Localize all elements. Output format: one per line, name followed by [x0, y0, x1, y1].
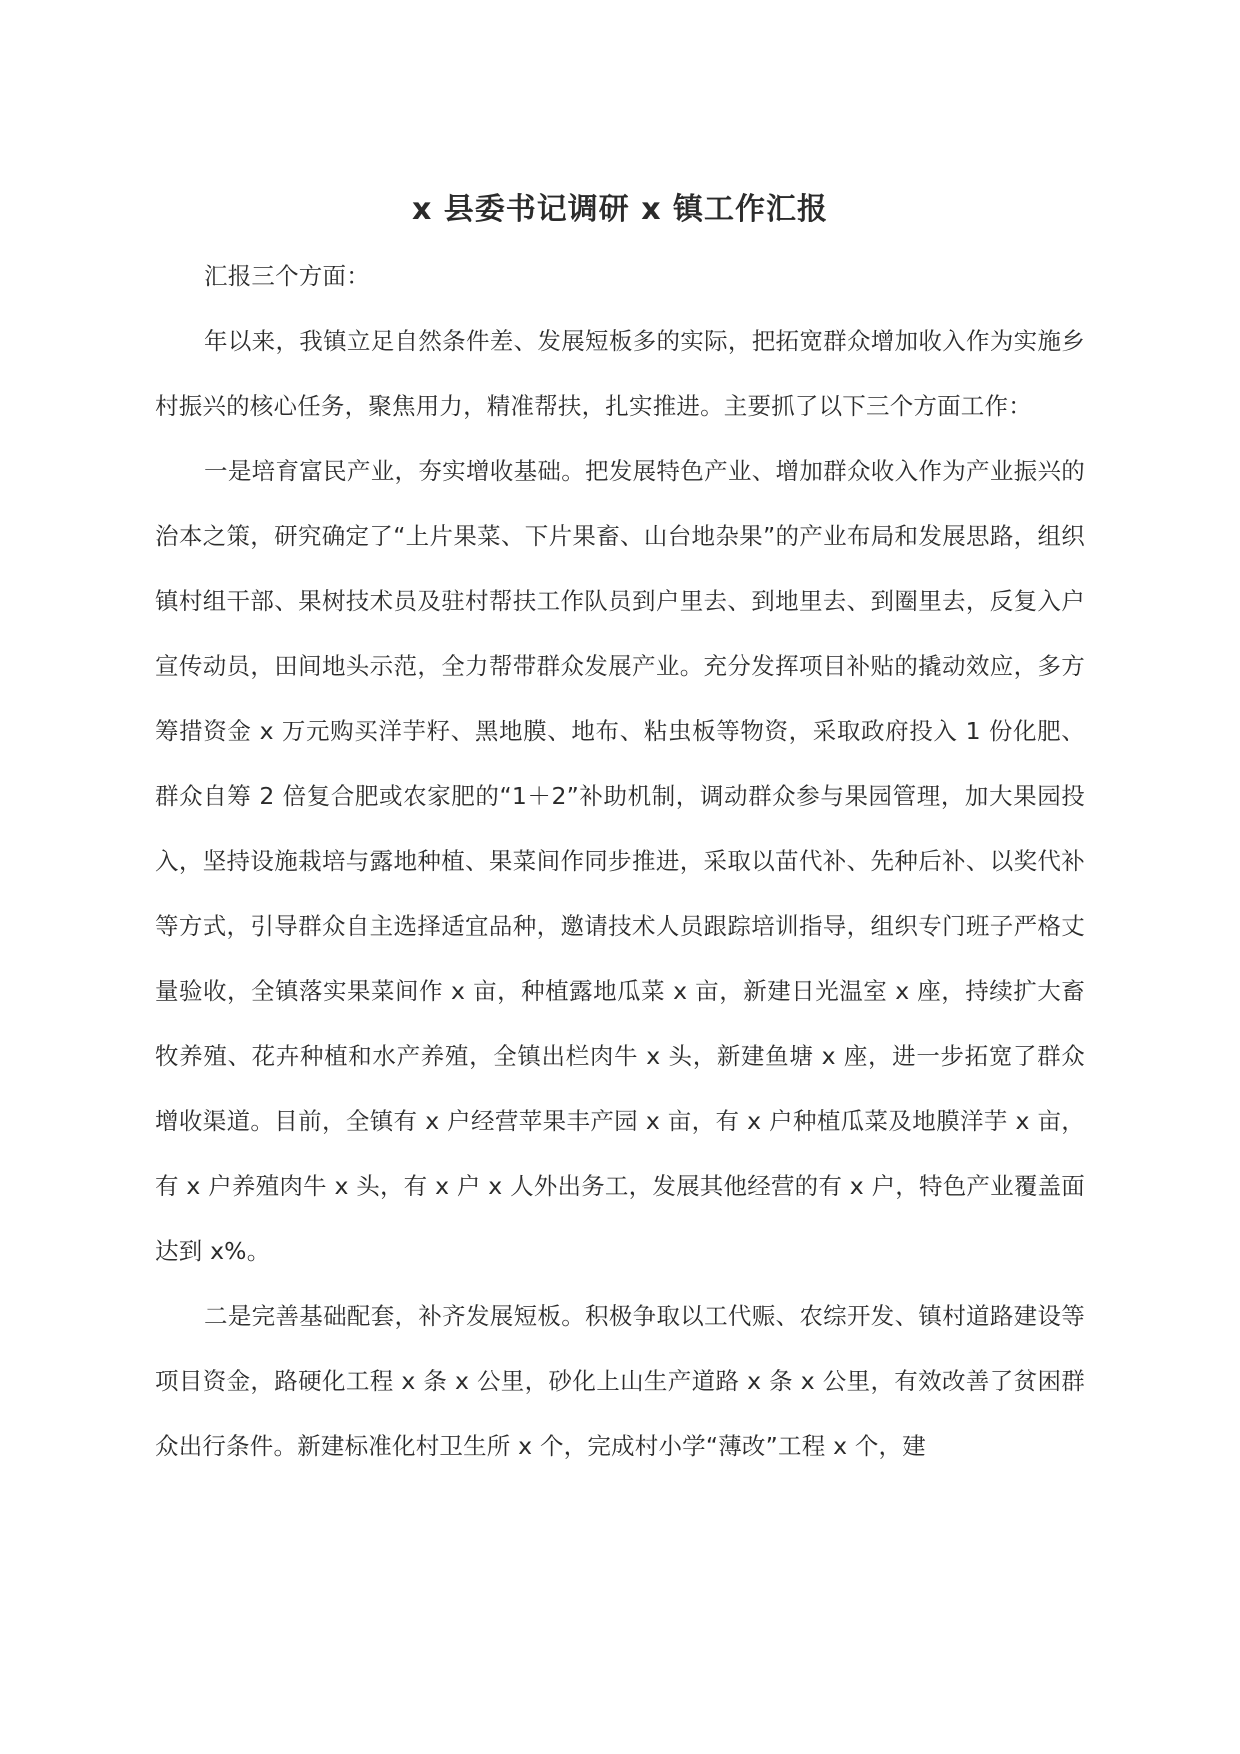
paragraph-infrastructure: 二是完善基础配套，补齐发展短板。积极争取以工代赈、农综开发、镇村道路建设等项目资金，路硬化工程 x 条 x 公里，砂化上山生产道路 x 条 x 公里，有效改善了贫困群众出行条件。新建标准化村卫生所 x 个，完成村小学“薄改”工程 x 个，建	[155, 1302, 1085, 1460]
paragraph-industry: 一是培育富民产业，夯实增收基础。把发展特色产业、增加群众收入作为产业振兴的治本之策，研究确定了“上片果菜、下片果畜、山台地杂果”的产业布局和发展思路，组织镇村组干部、果树技术员及驻村帮扶工作队员到户里去、到地里去、到圈里去，反复入户宣传动员，田间地头示范，全力帮带群众发展产业。充分发挥项目补贴的撬动效应，多方筹措资金 x 万元购买洋芋籽、黑地膜、地布、粘虫板等物资，采取政府投入 1 份化肥、群众自筹 2 倍复合肥或农家肥的“1＋2”补助机制，调动群众参与果园管理，加大果园投入，坚持设施栽培与露地种植、果菜间作同步推进，采取以苗代补、先种后补、以奖代补等方式，引导群众自主选择适宜品种，邀请技术人员跟踪培训指导，组织专门班子严格丈量验收，全镇落实果菜间作 x 亩，种植露地瓜菜 x 亩，新建日光温室 x 座，持续扩大畜牧养殖、花卉种植和水产养殖，全镇出栏肉牛 x 头，新建鱼塘 x 座，进一步拓宽了群众增收渠道。目前，全镇有 x 户经营苹果丰产园 x 亩，有 x 户种植瓜菜及地膜洋芋 x 亩，有 x 户养殖肉牛 x 头，有 x 户 x 人外出务工，发展其他经营的有 x 户，特色产业覆盖面达到 x%。	[155, 457, 1085, 1265]
document-page	[155, 190, 1085, 1479]
paragraph-intro: 汇报三个方面：	[204, 262, 370, 290]
paragraph-overview: 年以来，我镇立足自然条件差、发展短板多的实际，把拓宽群众增加收入作为实施乡村振兴的核心任务，聚焦用力，精准帮扶，扎实推进。主要抓了以下三个方面工作：	[155, 327, 1085, 420]
document-title: x 县委书记调研 x 镇工作汇报	[411, 192, 829, 227]
